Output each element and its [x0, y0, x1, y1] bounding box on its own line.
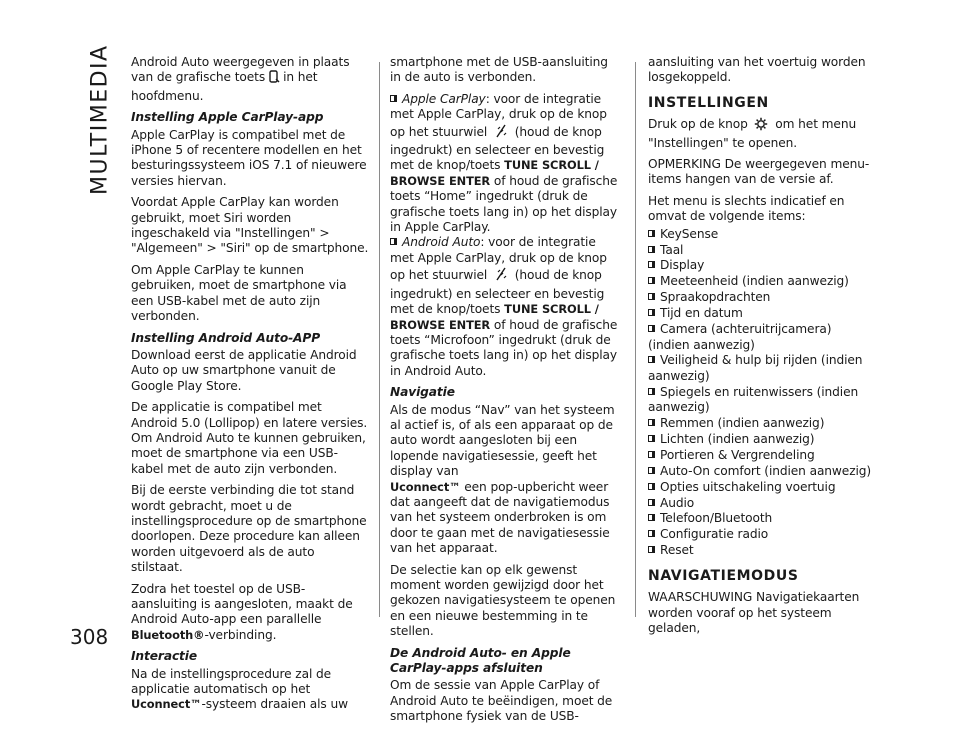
bullet-android-auto: [390, 235, 622, 379]
text: Na de instellingsprocedure zal de applicatie automatisch op het: [131, 666, 332, 697]
list-item: [648, 274, 874, 289]
paragraph: Bij de eerste verbinding die tot stand wordt gebracht, moet u de instellingsprocedure op de smartphone doorlopen. Deze procedure kan alleen worden uitgevoerd als de auto stilstaat.: [131, 483, 367, 575]
bold-text: TUNE SCROLL / BROWSE ENTER: [390, 158, 599, 188]
bullet-marker-icon: [648, 325, 655, 332]
text: -systeem draaien als uw: [201, 697, 348, 712]
list-item-label: Display: [660, 258, 705, 273]
list-item: [648, 243, 874, 258]
bullet-marker-icon: [648, 293, 655, 300]
heading-navigatiemodus: NAVIGATIEMODUS: [648, 567, 799, 584]
paragraph: [648, 117, 874, 151]
paragraph: Voordat Apple CarPlay kan worden gebruikt, moet Siri worden ingeschakeld via "Instellingen" > "Algemeen" > "Siri" op de smartphone.: [131, 195, 369, 256]
page-number: 308: [70, 625, 109, 649]
subheading-interactie: Interactie: [131, 649, 198, 664]
list-item-label: Audio: [660, 495, 695, 510]
text: -verbinding.: [204, 627, 277, 642]
phone-key-icon: [268, 70, 280, 88]
column-2: [390, 55, 622, 731]
text: om het menu "Instellingen" te openen.: [648, 117, 857, 150]
text: Als de modus “Nav” van het systeem al actief is, of als een apparaat op de auto wordt aangesloten bij een lopende navigatiesessie, geeft het display van: [390, 402, 615, 479]
paragraph: [131, 667, 369, 713]
bullet-marker-icon: [390, 95, 397, 102]
paragraph: [390, 403, 622, 557]
paragraph: Het menu is slechts indicatief en omvat de volgende items:: [648, 193, 845, 224]
subheading-navigatie: Navigatie: [390, 385, 455, 400]
section-title: MULTIMEDIA: [87, 44, 113, 196]
italic-text: Apple CarPlay: [402, 91, 486, 106]
voice-command-icon: [494, 266, 508, 286]
list-item-label: Spraakopdrachten: [660, 290, 771, 305]
list-item: [648, 432, 874, 447]
settings-list: [648, 227, 874, 559]
list-item-label: Spiegels en ruitenwissers (indien aanwezig): [648, 384, 859, 415]
text: of houd de grafische toets “Microfoon” ingedrukt (druk de grafische toets lang in) op het display in Android Auto.: [390, 317, 618, 378]
column-1: [131, 55, 369, 719]
bullet-marker-icon: [648, 356, 655, 363]
list-item-label: Camera (achteruitrijcamera) (indien aanwezig): [648, 322, 832, 352]
paragraph: [131, 582, 369, 644]
list-item: [648, 511, 874, 526]
bullet-marker-icon: [648, 530, 655, 537]
text: Zodra het toestel op de USB-aansluiting is aangesloten, maakt de Android Auto-app een parallelle: [131, 581, 353, 627]
text: (houd de knop ingedrukt) en selecteer en bevestig met de knop/toets: [390, 268, 605, 317]
text: Druk op de knop: [648, 117, 748, 132]
list-item-label: Tijd en datum: [660, 306, 743, 321]
bold-text: Uconnect™: [131, 697, 202, 712]
paragraph: Om de sessie van Apple CarPlay of Android Auto te beëindigen, moet de smartphone fysiek van de USB-: [390, 678, 613, 724]
paragraph: De applicatie is compatibel met Android 5.0 (Lollipop) en latere versies. Om Android Auto te kunnen gebruiken, moet de smartphone via een USB-kabel met de auto zijn verbonden.: [131, 400, 368, 476]
paragraph: Download eerst de applicatie Android Auto op uw smartphone vanuit de Google Play Store.: [131, 347, 357, 393]
bullet-marker-icon: [648, 230, 655, 237]
list-item-label: Reset: [660, 543, 694, 558]
bullet-marker-icon: [648, 435, 655, 442]
column-3: [648, 55, 874, 642]
column-divider-2: [635, 62, 636, 617]
list-item-label: Taal: [660, 242, 684, 257]
list-item-label: Opties uitschakeling voertuig: [660, 479, 836, 494]
paragraph: Apple CarPlay is compatibel met de iPhone 5 of recentere modellen en het besturingssysteem iOS 7.1 of nieuwere versies hiervan.: [131, 127, 367, 188]
list-item: [648, 448, 874, 463]
bold-text: Bluetooth®: [131, 627, 205, 642]
paragraph: WAARSCHUWING Navigatiekaarten worden vooraf op het systeem geladen,: [648, 590, 860, 635]
list-item: [648, 496, 874, 511]
paragraph: smartphone met de USB-aansluiting in de auto is verbonden.: [390, 55, 608, 85]
bullet-marker-icon: [648, 451, 655, 458]
column-divider-1: [379, 62, 380, 617]
text: in het hoofdmenu.: [131, 70, 318, 103]
bullet-marker-icon: [648, 309, 655, 316]
list-item: [648, 464, 874, 479]
bullet-marker-icon: [648, 388, 655, 395]
list-item: [648, 543, 874, 558]
bullet-marker-icon: [648, 499, 655, 506]
bold-text: TUNE SCROLL / BROWSE ENTER: [390, 302, 599, 332]
bullet-marker-icon: [390, 238, 397, 245]
text: (houd de knop ingedrukt) en selecteer en bevestig met de knop/toets: [390, 124, 605, 173]
list-item-label: Telefoon/Bluetooth: [660, 511, 773, 526]
paragraph: OPMERKING De weergegeven menu-items hangen van de versie af.: [648, 157, 870, 187]
text: een pop-upbericht weer dat aangeeft dat de navigatiemodus van het systeem onderbroken is om door te gaan met de navigatiesessie van het apparaat.: [390, 479, 610, 556]
list-item: [648, 322, 874, 353]
text: : voor de integratie met Apple CarPlay, druk op de knop op het stuurwiel: [390, 91, 607, 139]
list-item: [648, 353, 874, 384]
bullet-marker-icon: [648, 514, 655, 521]
list-item: [648, 290, 874, 305]
subheading-afsluiten: De Android Auto- en Apple CarPlay-apps afsluiten: [390, 645, 571, 676]
subheading-apple: Instelling Apple CarPlay-app: [131, 110, 324, 125]
list-item-label: Meeteenheid (indien aanwezig): [660, 274, 849, 289]
bullet-marker-icon: [648, 546, 655, 553]
subheading-android: Instelling Android Auto-APP: [131, 330, 321, 345]
bullet-marker-icon: [648, 483, 655, 490]
list-item-label: Veiligheid & hulp bij rijden (indien aanwezig): [648, 353, 863, 383]
list-item-label: KeySense: [660, 226, 719, 241]
paragraph: Om Apple CarPlay te kunnen gebruiken, moet de smartphone via een USB-kabel met de auto zijn verbonden.: [131, 262, 347, 324]
bullet-marker-icon: [648, 246, 655, 253]
text: Android Auto weergegeven in plaats van de grafische toets: [131, 55, 350, 85]
bold-text: Uconnect™: [390, 479, 461, 494]
heading-instellingen: INSTELLINGEN: [648, 94, 769, 111]
list-item: [648, 306, 874, 321]
bullet-marker-icon: [648, 419, 655, 426]
paragraph: aansluiting van het voertuig worden losgekoppeld.: [648, 55, 866, 85]
italic-text: Android Auto: [402, 235, 481, 250]
list-item: [648, 258, 874, 273]
bullet-marker-icon: [648, 277, 655, 284]
bullet-marker-icon: [648, 261, 655, 268]
list-item: [648, 227, 874, 242]
list-item-label: Auto-On comfort (indien aanwezig): [660, 463, 872, 478]
list-item: [648, 385, 874, 416]
gear-icon: [754, 117, 768, 135]
list-item-label: Configuratie radio: [660, 527, 769, 542]
list-item-label: Remmen (indien aanwezig): [660, 416, 825, 431]
bullet-apple-carplay: [390, 92, 622, 236]
bullet-marker-icon: [648, 467, 655, 474]
paragraph: [131, 55, 369, 104]
list-item: [648, 480, 874, 495]
text: : voor de integratie met Apple CarPlay, druk op de knop op het stuurwiel: [390, 235, 607, 283]
list-item: [648, 527, 874, 542]
list-item-label: Lichten (indien aanwezig): [660, 431, 815, 446]
list-item-label: Portieren & Vergrendeling: [660, 447, 815, 462]
list-item: [648, 416, 874, 431]
paragraph: De selectie kan op elk gewenst moment worden gewijzigd door het gekozen navigatiesysteem te openen en een nieuwe bestemming in te stellen.: [390, 562, 616, 639]
text: of houd de grafische toets “Home” ingedrukt (druk de grafische toets lang in) op het display in Apple CarPlay.: [390, 173, 618, 235]
voice-command-icon: [494, 123, 508, 143]
